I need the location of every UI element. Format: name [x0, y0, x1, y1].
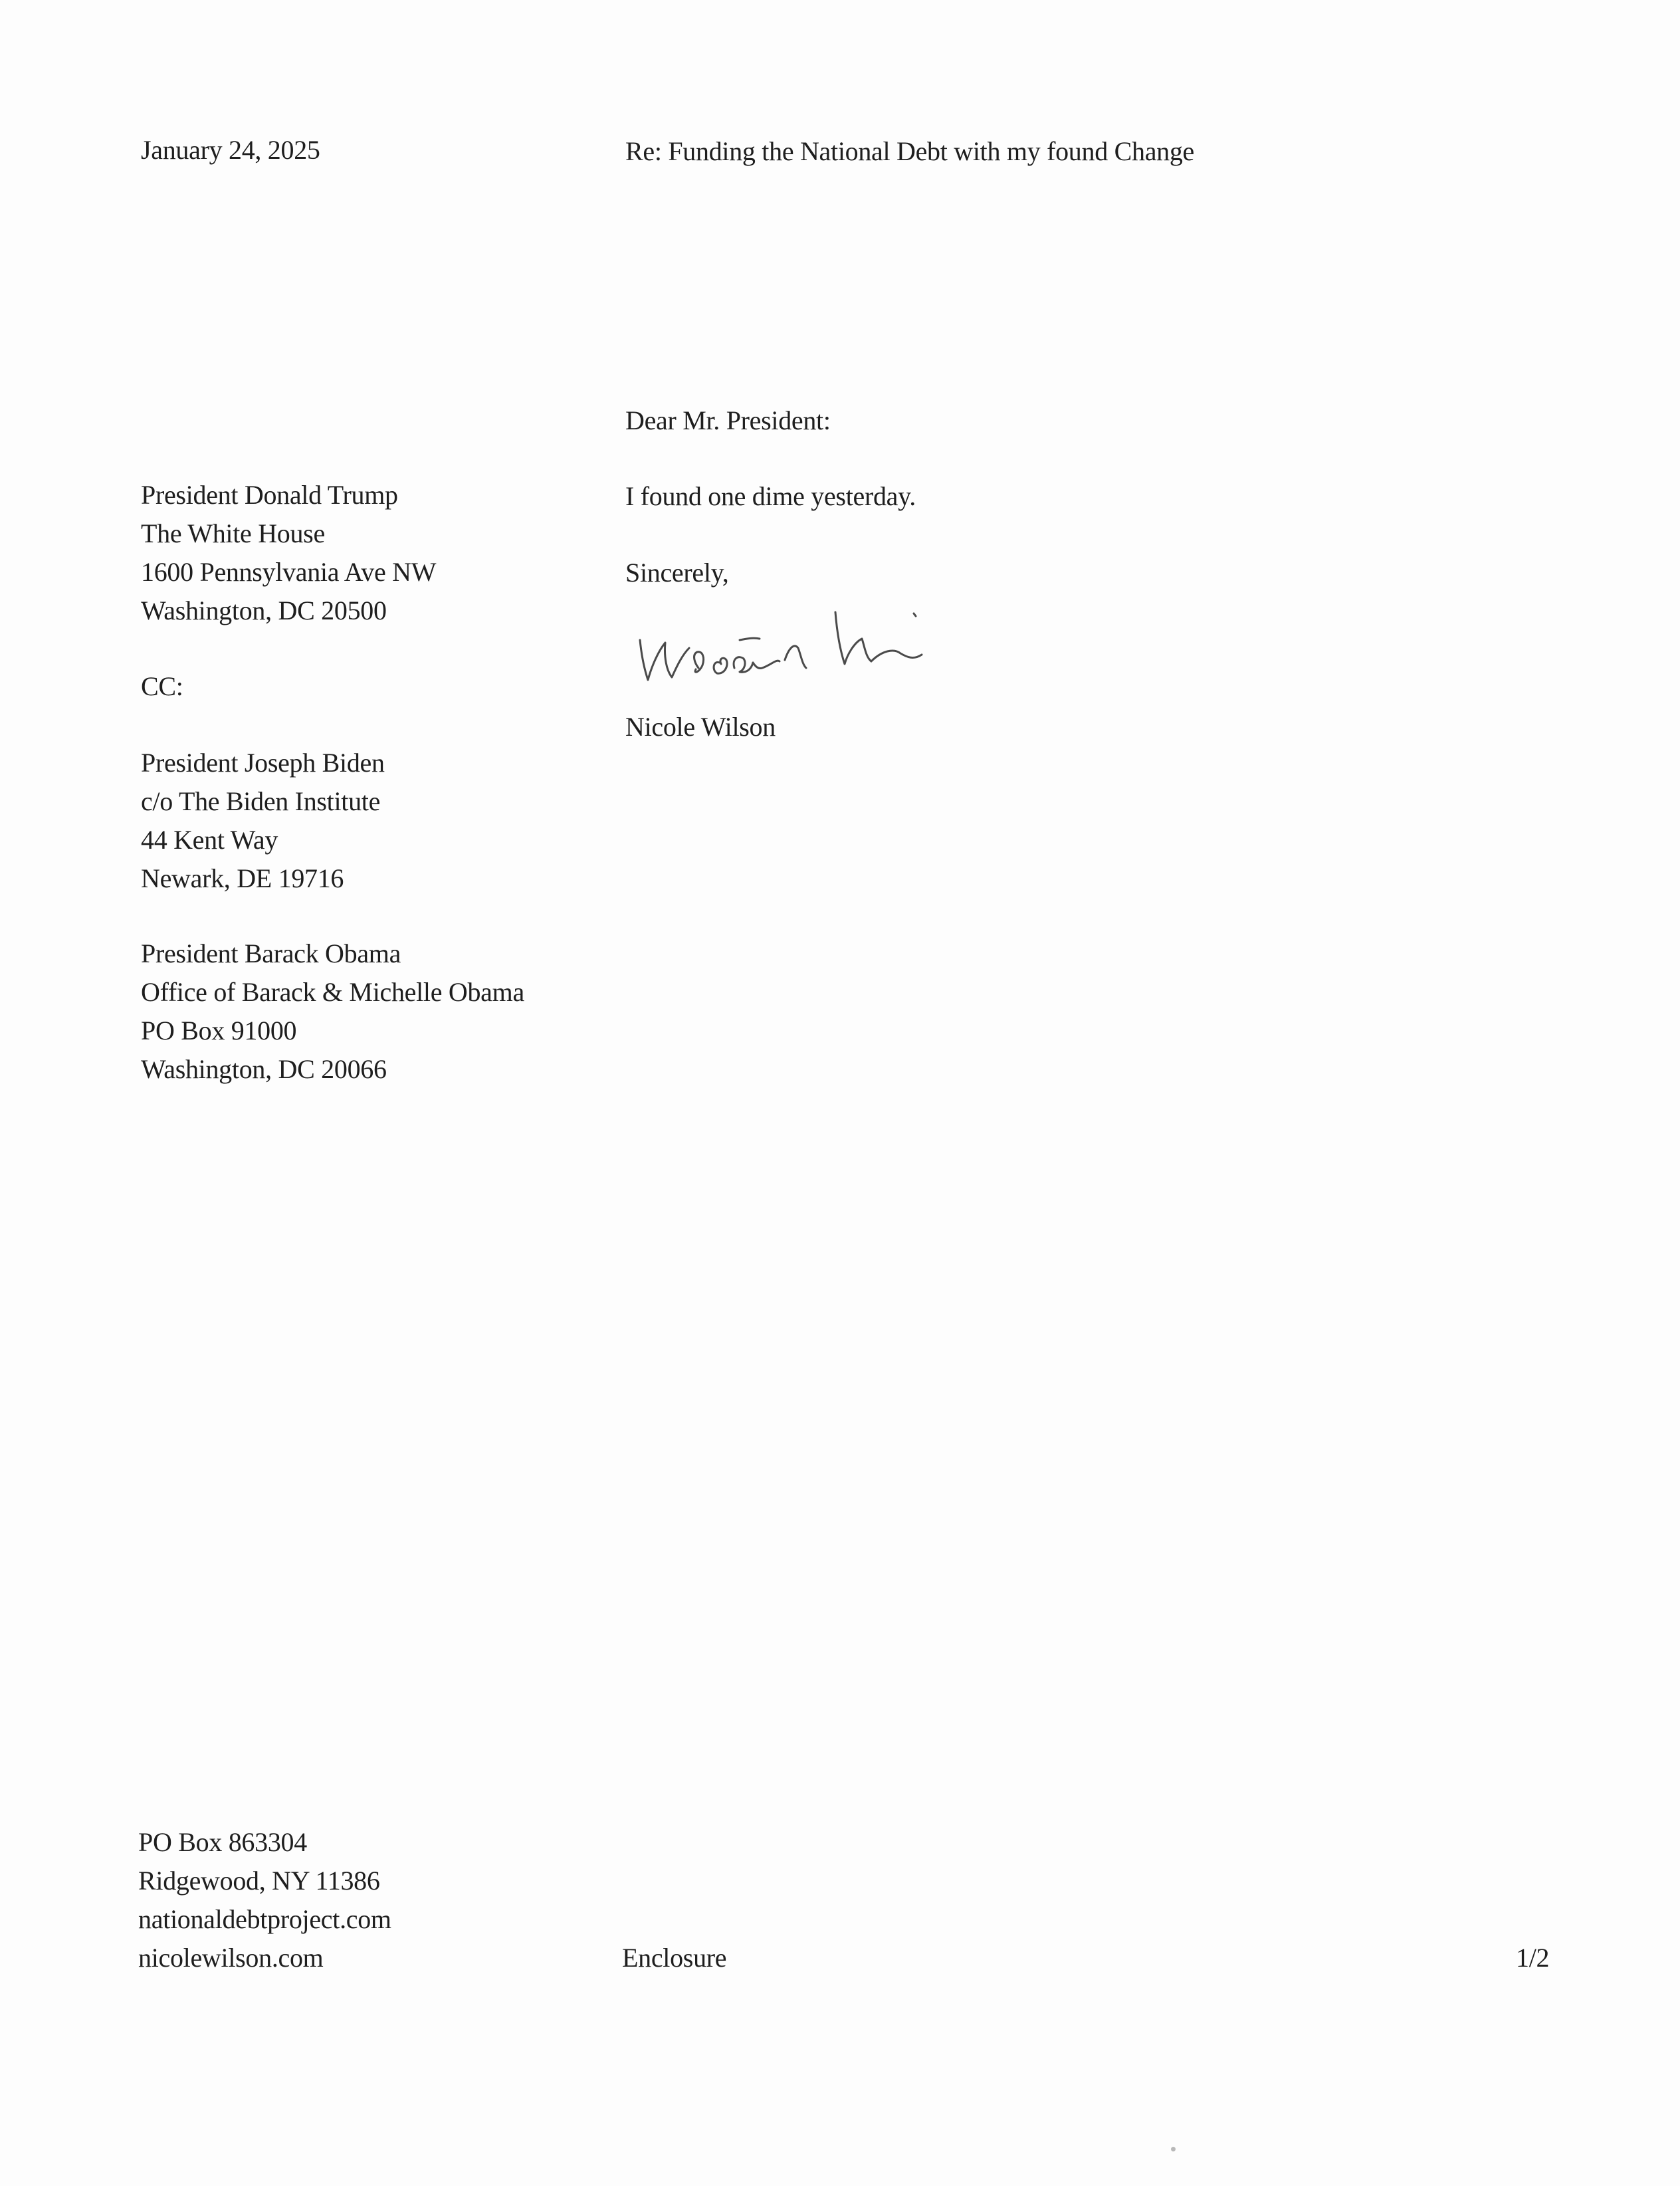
- enclosure-note: Enclosure: [622, 1943, 727, 1973]
- cc-recipient-line: 44 Kent Way: [141, 825, 278, 855]
- cc-recipient-line: Washington, DC 20066: [141, 1054, 387, 1084]
- recipient-line: President Donald Trump: [141, 480, 398, 510]
- recipient-address: [141, 476, 436, 630]
- sender-address: [138, 1823, 391, 1977]
- sender-line: nationaldebtproject.com: [138, 1904, 391, 1934]
- letter-body: I found one dime yesterday.: [625, 481, 916, 511]
- cc-recipient-address: [141, 744, 385, 898]
- recipient-line: The White House: [141, 518, 325, 548]
- recipient-line: 1600 Pennsylvania Ave NW: [141, 557, 437, 587]
- cc-recipient-line: Office of Barack & Michelle Obama: [141, 977, 524, 1007]
- scan-speck: [1171, 2147, 1176, 2151]
- cc-recipient-address: [141, 934, 524, 1089]
- cc-label: CC:: [141, 671, 183, 701]
- salutation: Dear Mr. President:: [625, 405, 831, 435]
- sender-line: nicolewilson.com: [138, 1943, 324, 1973]
- cc-recipient-line: c/o The Biden Institute: [141, 786, 381, 816]
- subject-line: Re: Funding the National Debt with my found Change: [625, 136, 1194, 166]
- sender-line: PO Box 863304: [138, 1827, 307, 1857]
- closing: Sincerely,: [625, 558, 729, 588]
- signer-name: Nicole Wilson: [625, 712, 776, 742]
- sender-line: Ridgewood, NY 11386: [138, 1866, 380, 1896]
- cc-recipient-line: President Barack Obama: [141, 938, 401, 968]
- letter-date: January 24, 2025: [141, 135, 320, 165]
- cc-recipient-line: President Joseph Biden: [141, 748, 385, 778]
- handwritten-signature: [635, 601, 987, 695]
- page-number: 1/2: [1516, 1943, 1550, 1973]
- cc-recipient-line: Newark, DE 19716: [141, 863, 344, 893]
- recipient-line: Washington, DC 20500: [141, 596, 387, 625]
- cc-recipient-line: PO Box 91000: [141, 1016, 297, 1045]
